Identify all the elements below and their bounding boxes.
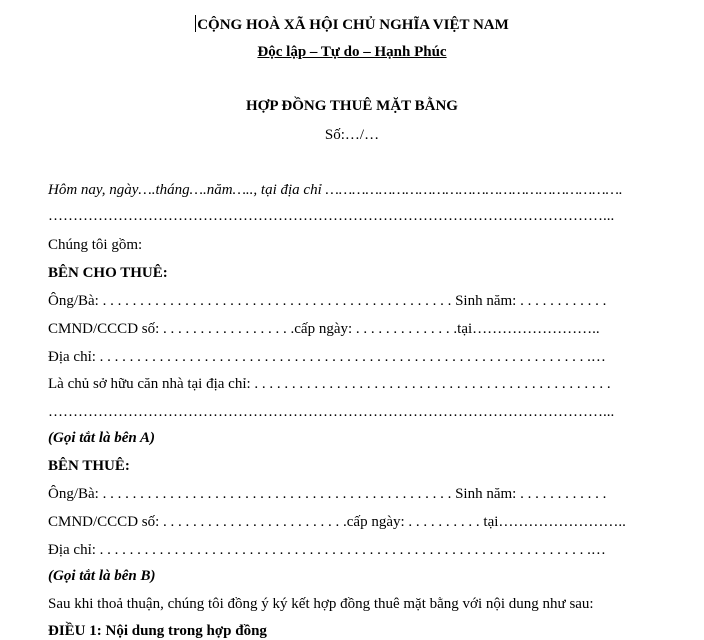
country-heading-text: CỘNG HOÀ XÃ HỘI CHỦ NGHĨA VIỆT NAM [197, 17, 509, 33]
intro-continuation: …………………………………………………………………………………………………... [48, 208, 615, 224]
lessor-id-line: CMND/CCCD số: . . . . . . . . . . . . . . . . . .cấp ngày: . . . . . . . . . . . . . .tại…………………….. [48, 321, 600, 337]
article-1-heading: ĐIỀU 1: Nội dung trong hợp đồng [48, 623, 267, 639]
lessee-address-line: Địa chỉ: . . . . . . . . . . . . . . . . . . . . . . . . . . . . . . . . . . . . . . . . . . . . . . . . . . . . . . . . . . . . . . . . . .… [48, 542, 606, 558]
lessee-alias: (Gọi tắt là bên B) [48, 568, 156, 584]
country-heading [0, 15, 704, 34]
lessor-name-line: Ông/Bà: . . . . . . . . . . . . . . . . . . . . . . . . . . . . . . . . . . . . . . . . . . . . . . . Sinh năm: . . . . . . . . . . . . [48, 293, 607, 309]
agreement-sentence: Sau khi thoả thuận, chúng tôi đồng ý ký kết hợp đồng thuê mặt bằng với nội dung như sau: [48, 596, 594, 612]
lessor-address-line: Địa chỉ: . . . . . . . . . . . . . . . . . . . . . . . . . . . . . . . . . . . . . . . . . . . . . . . . . . . . . . . . . . . . . . . . . .… [48, 349, 606, 365]
parties-intro: Chúng tôi gồm: [48, 237, 143, 253]
document-title: HỢP ĐỒNG THUÊ MẶT BẰNG [246, 98, 458, 114]
lessee-id-line: CMND/CCCD số: . . . . . . . . . . . . . . . . . . . . . . . . .cấp ngày: . . . . . . . . . . tại…………………….. [48, 514, 626, 530]
lessee-name-line: Ông/Bà: . . . . . . . . . . . . . . . . . . . . . . . . . . . . . . . . . . . . . . . . . . . . . . . Sinh năm: . . . . . . . . . . . . [48, 486, 607, 502]
motto: Độc lập – Tự do – Hạnh Phúc [257, 44, 447, 60]
lessor-owner-line: Là chủ sở hữu căn nhà tại địa chỉ: . . . . . . . . . . . . . . . . . . . . . . . . . . . . . . . . . . . . . . . . . . . . . . . . [48, 376, 611, 392]
lessor-owner-continuation: …………………………………………………………………………………………………... [48, 404, 615, 420]
contract-number: Số:…/… [324, 127, 380, 143]
lessee-heading: BÊN THUÊ: [48, 458, 130, 474]
lessor-heading: BÊN CHO THUÊ: [48, 265, 168, 281]
intro-line: Hôm nay, ngày….tháng….năm….., tại địa chỉ …………………………………………………………. [48, 182, 623, 198]
lessor-alias: (Gọi tắt là bên A) [48, 430, 155, 446]
